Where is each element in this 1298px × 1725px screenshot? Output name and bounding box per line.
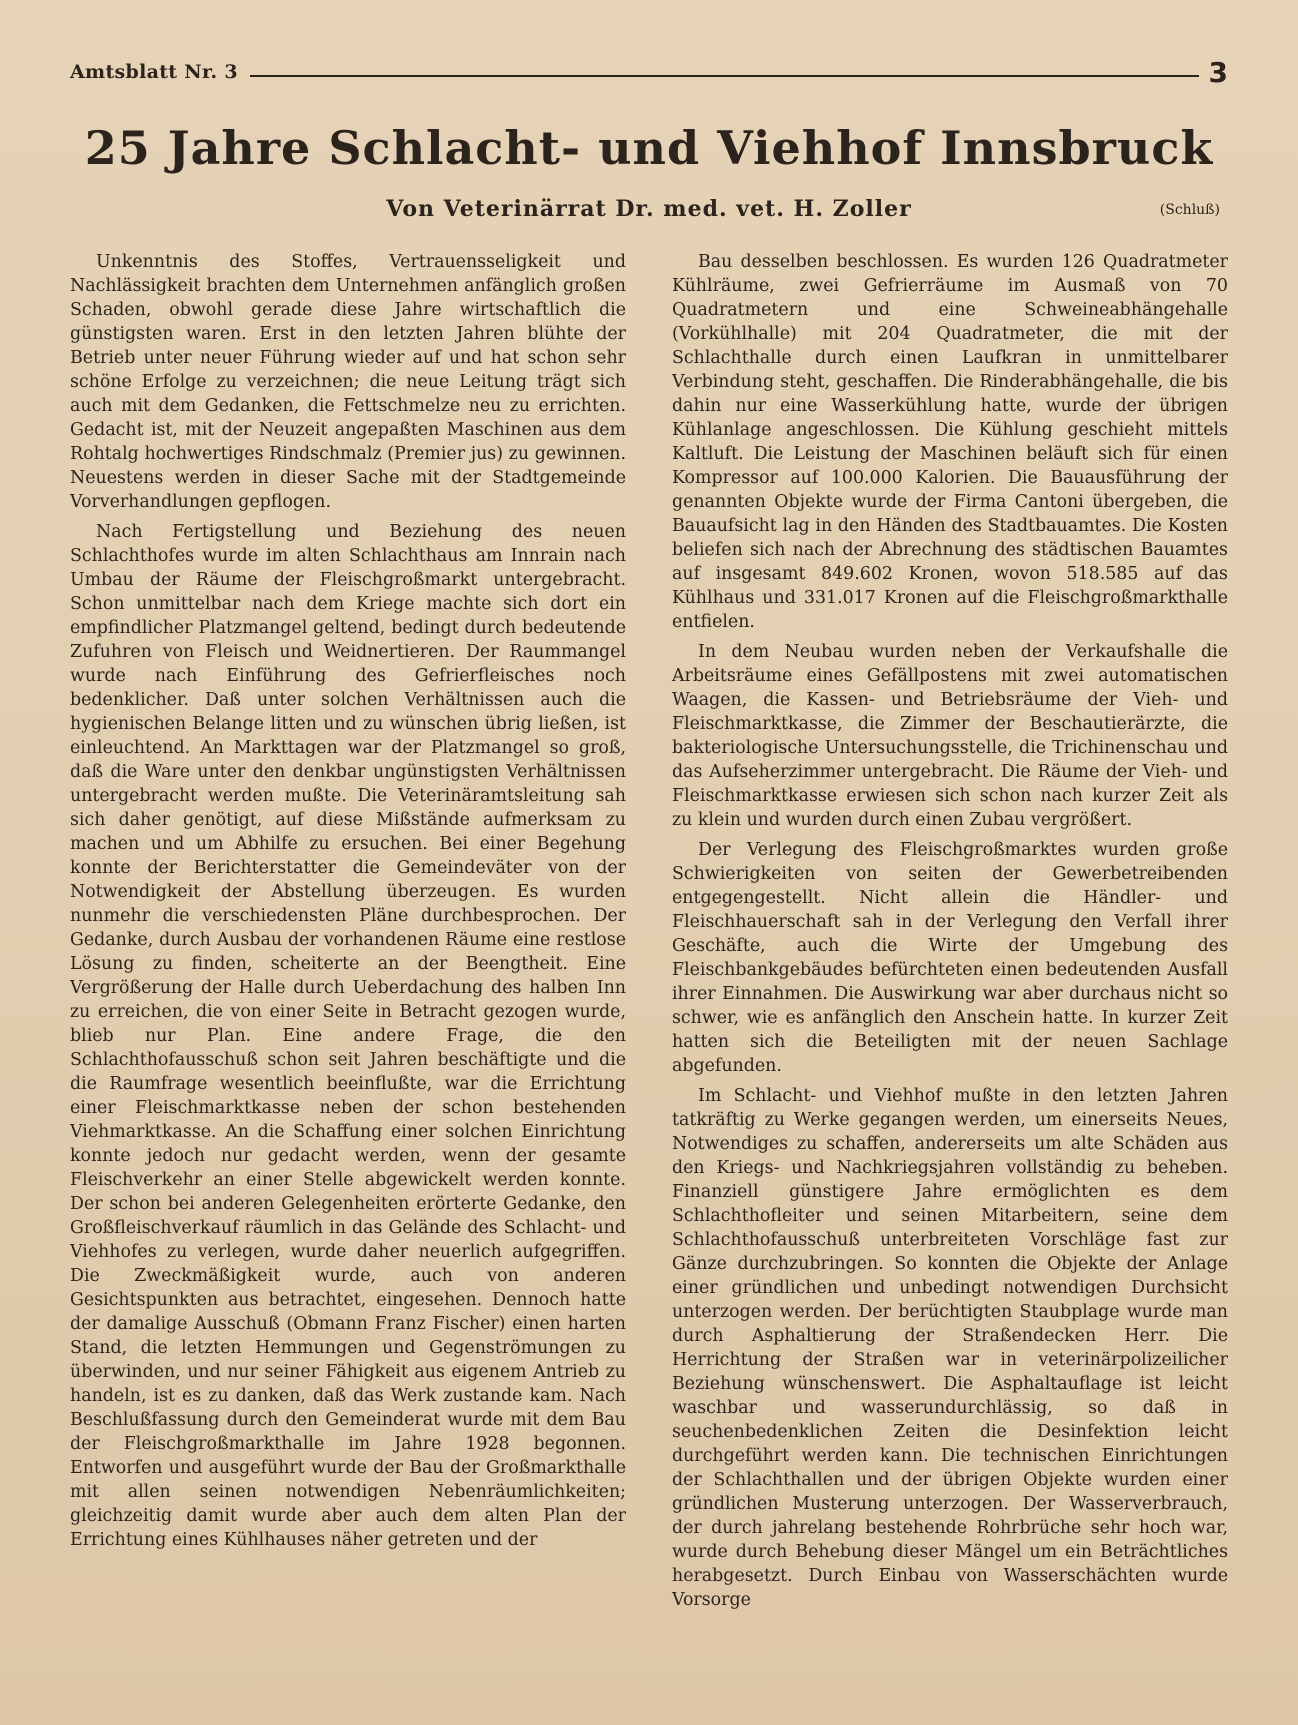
paragraph: Nach Fertigstellung und Beziehung des neuen Schlachthofes wurde im alten Schlachthaus am Innrain nach Umbau der Räume der Fleischgroßmarkt untergebracht. Schon unmittelbar nach dem Kriege machte sich dort ein empfindlicher Platzmangel geltend, bedingt durch bedeutende Zufuhren von Fleisch und Weidnertieren. Der Raummangel wurde nach Einführung des Gefrierfleisches noch bedenklicher. Daß unter solchen Verhältnissen auch die hygienischen Belange litten und zu wünschen übrig ließen, ist einleuchtend. An Markttagen war der Platzmangel so groß, daß die Ware unter den denkbar ungünstigsten Verhältnissen untergebracht werden mußte. Die Veterinäramtsleitung sah sich daher genötigt, auf diese Mißstände aufmerksam zu machen und um Abhilfe zu ersuchen. Bei einer Begehung konnte der Berichterstatter die Gemeindeväter von der Notwendigkeit der Abstellung überzeugen. Es wurden nunmehr die verschiedensten Pläne durchbesprochen. Der Gedanke, durch Ausbau der vorhandenen Räume eine restlose Lösung zu finden, scheiterte an der Beengtheit. Eine Vergrößerung der Halle durch Ueberdachung des halben Inn zu erreichen, die von einer Seite in Betracht gezogen wurde, blieb nur Plan. Eine andere Frage, die den Schlachthofausschuß schon seit Jahren beschäftigte und die die Raumfrage wesentlich beeinflußte, war die Errichtung einer Fleischmarktkasse neben der schon bestehenden Viehmarktkasse. An die Schaffung einer solchen Einrichtung konnte jedoch nur gedacht werden, wenn der gesamte Fleischverkehr an einer Stelle abgewickelt werden konnte. Der schon bei anderen Gelegenheiten erörterte Gedanke, den Großfleischverkauf räumlich in das Gelände des Schlacht- und Viehhofes zu verlegen, wurde daher neuerlich aufgegriffen. Die Zweckmäßigkeit wurde, auch von anderen Gesichtspunkten aus betrachtet, eingesehen. Dennoch hatte der damalige Ausschuß (Obmann Franz Fischer) einen harten Stand, die letzten Hemmungen und Gegenströmungen zu überwinden, und nur seiner Fähigkeit aus eigenem Antrieb zu handeln, ist es zu danken, daß das Werk zustande kam. Nach Beschlußfassung durch den Gemeinderat wurde mit dem Bau der Fleischgroßmarkthalle im Jahre 1928 begonnen. Entworfen und ausgeführt wurde der Bau der Großmarkthalle mit allen seinen notwendigen Nebenräumlichkeiten; gleichzeitig damit wurde aber auch dem alten Plan der Errichtung eines Kühlhauses näher getreten und der — [70, 522, 626, 1550]
running-header — [70, 52, 1228, 92]
continuation-note: (Schluß) — [1159, 202, 1220, 218]
byline-row — [70, 196, 1228, 230]
left-column — [70, 250, 626, 1618]
paragraph: Unkenntnis des Stoffes, Vertrauensseligkeit und Nachlässigkeit brachten dem Unternehmen anfänglich großen Schaden, obwohl gerade diese Jahre wirtschaftlich die günstigsten waren. Erst in den letzten Jahren blühte der Betrieb unter neuer Führung wieder auf und hat schon sehr schöne Erfolge zu verzeichnen; die neue Leitung trägt sich auch mit dem Gedanken, die Fettschmelze neu zu errichten. Gedacht ist, mit der Neuzeit angepaßten Maschinen aus dem Rohtalg hochwertiges Rindschmalz (Premier jus) zu gewinnen. Neuestens werden in dieser Sache mit der Stadtgemeinde Vorverhandlungen gepflogen. — [70, 252, 626, 512]
running-head-title: Amtsblatt Nr. 3 — [70, 61, 238, 83]
article-title: 25 Jahre Schlacht- und Viehhof Innsbruck — [84, 121, 1214, 175]
paragraph: Bau desselben beschlossen. Es wurden 126 Quadratmeter Kühlräume, zwei Gefrierräume im Ausmaß von 70 Quadratmetern und eine Schweineabhängehalle (Vorkühlhalle) mit 204 Quadratmeter, die mit der Schlachthalle durch einen Laufkran in unmittelbarer Verbindung steht, geschaffen. Die Rinderabhängehalle, die bis dahin nur eine Wasserkühlung hatte, wurde der übrigen Kühlanlage angeschlossen. Die Kühlung geschieht mittels Kaltluft. Die Leistung der Maschinen beläuft sich für einen Kompressor auf 100.000 Kalorien. Die Bauausführung der genannten Objekte wurde der Firma Cantoni übergeben, die Bauaufsicht lag in den Händen des Stadtbauamtes. Die Kosten beliefen sich nach der Abrechnung des städtischen Bauamtes auf insgesamt 849.602 Kronen, wovon 518.585 auf das Kühlhaus und 331.017 Kronen auf die Fleischgroßmarkthalle entfielen. — [672, 252, 1228, 632]
page-number: 3 — [1208, 55, 1228, 89]
header-rule — [250, 75, 1199, 77]
paragraph: Im Schlacht- und Viehhof mußte in den letzten Jahren tatkräftig zu Werke gegangen werden, um einerseits Neues, Notwendiges zu schaffen, andererseits um alte Schäden aus den Kriegs- und Nachkriegsjahren vollständig zu beheben. Finanziell günstigere Jahre ermöglichten es dem Schlachthofleiter und seinen Mitarbeitern, seine dem Schlachthofausschuß unterbreiteten Vorschläge fast zur Gänze durchzubringen. So konnten die Objekte der Anlage einer gründlichen und unbedingt notwendigen Durchsicht unterzogen werden. Der berüchtigten Staubplage wurde man durch Asphaltierung der Straßendecken Herr. Die Herrichtung der Straßen war in veterinärpolizeilicher Beziehung wünschenswert. Die Asphaltauflage ist leicht waschbar und wasserundurchlässig, so daß in seuchenbedenklichen Zeiten die Desinfektion leicht durchgeführt werden kann. Die technischen Einrichtungen der Schlachthallen und der übrigen Objekte wurden einer gründlichen Musterung unterzogen. Der Wasserverbrauch, der durch jahrelang bestehende Rohrbrüche sehr hoch war, wurde durch Behebung dieser Mängel um ein Beträchtliches herabgesetzt. Durch Einbau von Wasserschächten wurde Vorsorge — [672, 1086, 1228, 1610]
paragraph: Der Verlegung des Fleischgroßmarktes wurden große Schwierigkeiten von seiten der Gewerbetreibenden entgegengestellt. Nicht allein die Händler- und Fleischhauerschaft sah in der Verlegung den Verfall ihrer Geschäfte, auch die Wirte der Umgebung des Fleischbankgebäudes befürchteten einen bedeutenden Ausfall ihrer Einnahmen. Die Auswirkung war aber durchaus nicht so schwer, wie es anfänglich den Anschein hatte. In kurzer Zeit hatten sich die Beteiligten mit der neuen Sachlage abgefunden. — [672, 840, 1228, 1076]
paragraph: In dem Neubau wurden neben der Verkaufshalle die Arbeitsräume eines Gefällpostens mit zwei automatischen Waagen, die Kassen- und Betriebsräume der Vieh- und Fleischmarktkasse, die Zimmer der Beschautierärzte, die bakteriologische Untersuchungsstelle, die Trichinenschau und das Aufseherzimmer untergebracht. Die Räume der Vieh- und Fleischmarktkasse erwiesen sich schon nach kurzer Zeit als zu klein und wurden durch einen Zubau vergrößert. — [672, 642, 1228, 830]
right-column — [672, 250, 1228, 1618]
article-byline: Von Veterinärrat Dr. med. vet. H. Zoller — [386, 196, 912, 222]
article-columns — [70, 250, 1228, 1618]
